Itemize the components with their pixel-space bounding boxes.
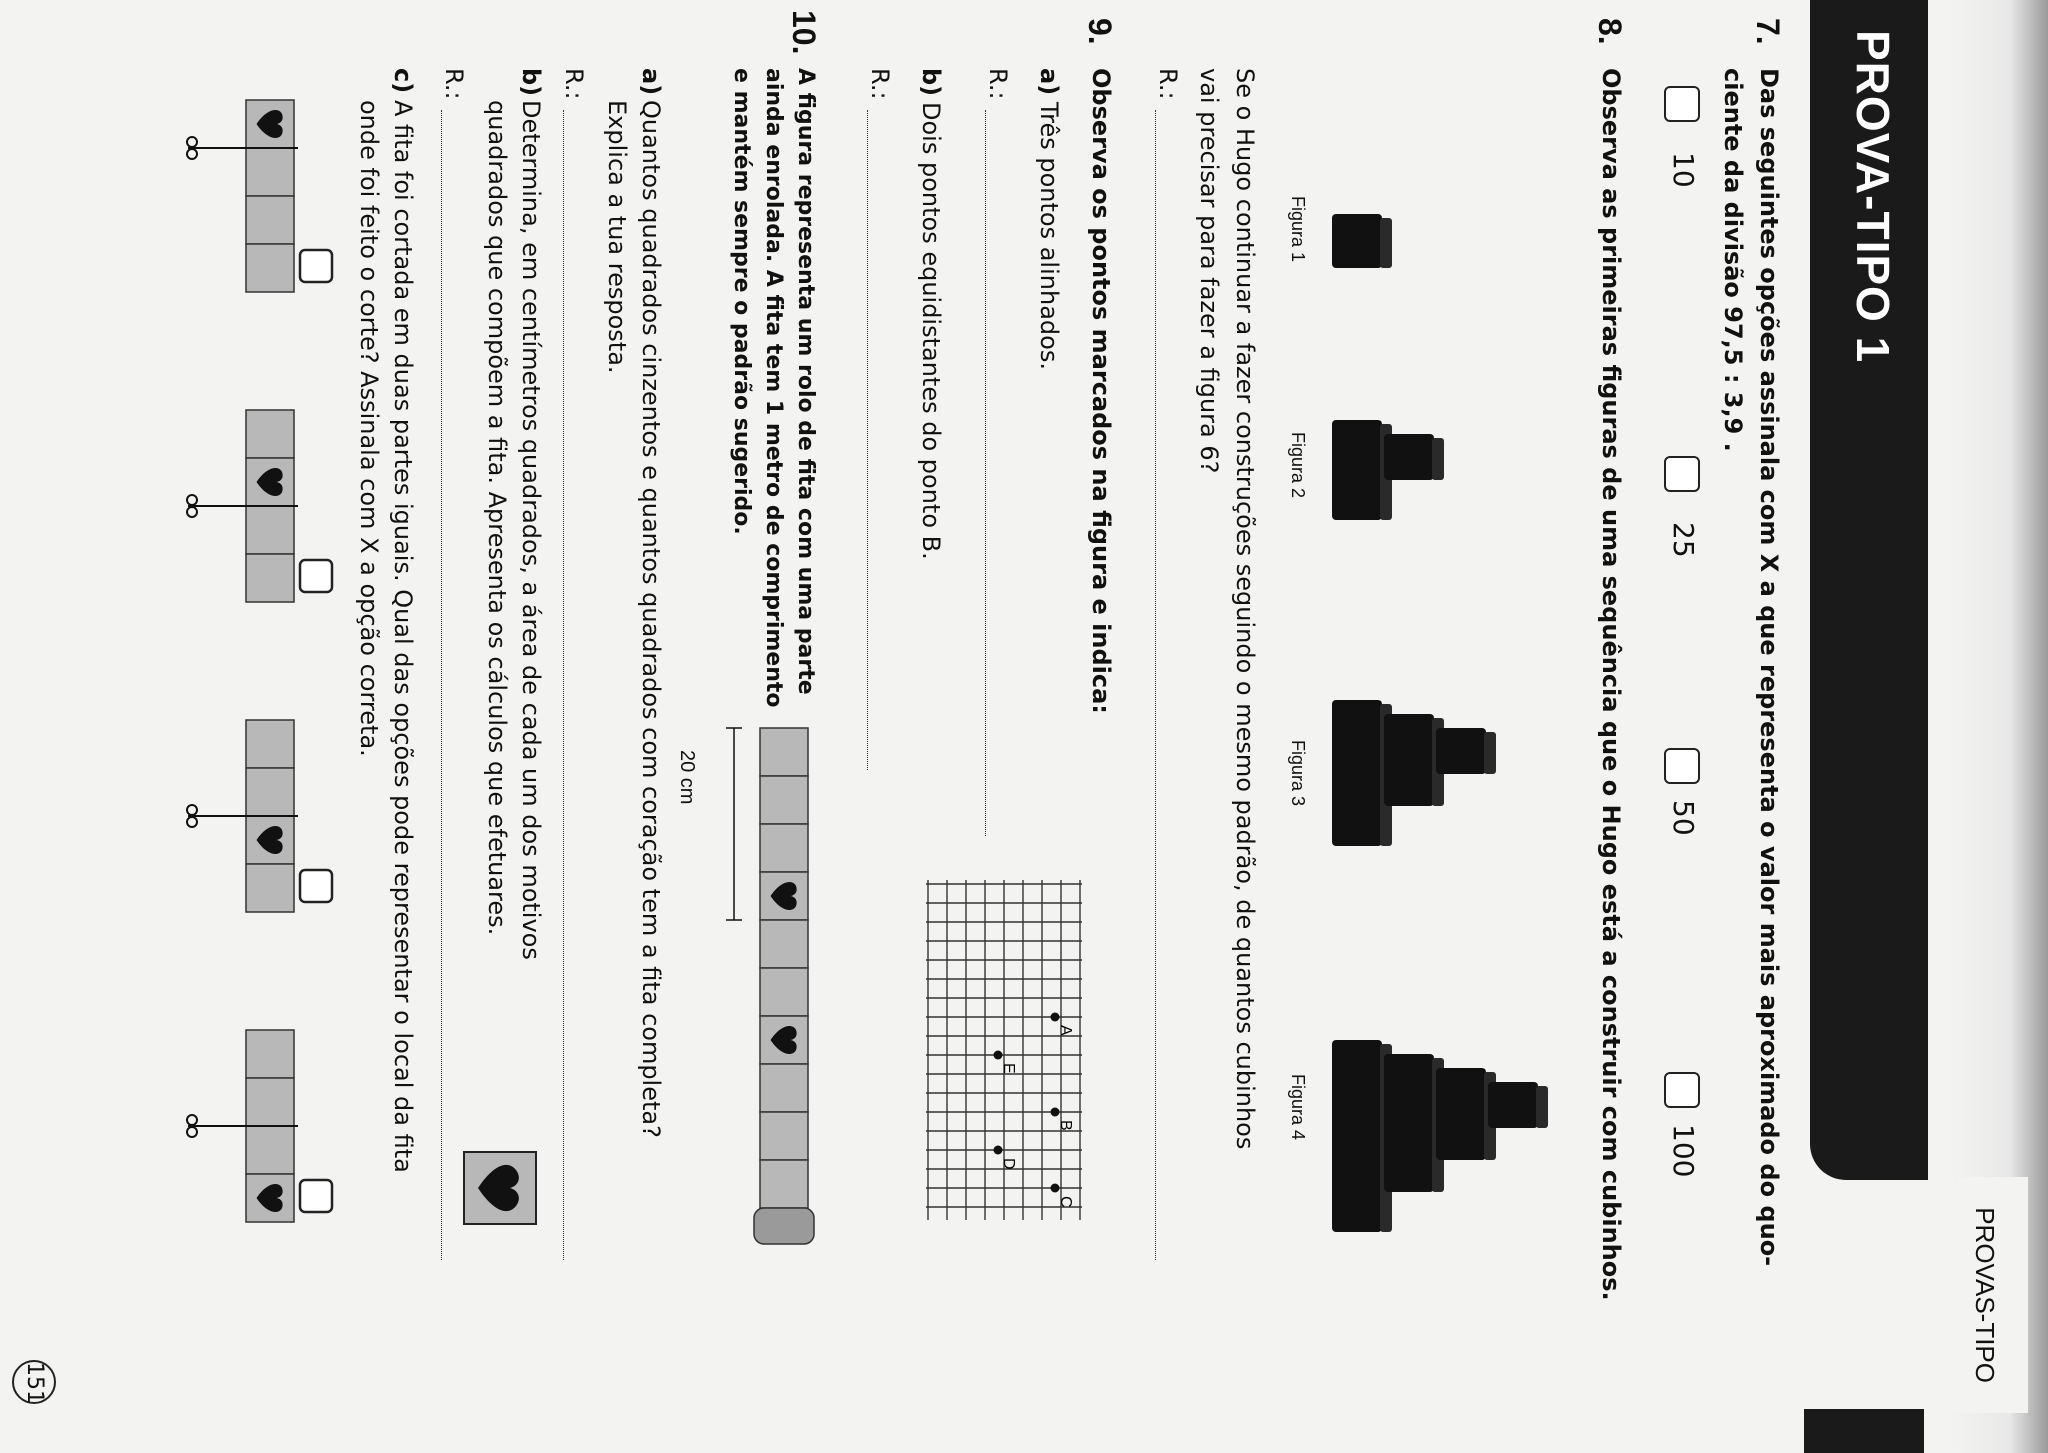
ribbon-gray-square — [760, 728, 808, 776]
cube-figure-1 — [1332, 214, 1392, 268]
q8-answer-label: R.: — [1154, 68, 1182, 100]
grid-point-label-C: C — [1057, 1196, 1074, 1208]
q10-cut-options — [88, 60, 338, 1280]
grid-point-A — [1051, 1013, 1060, 1022]
cut-gray-square — [246, 768, 294, 816]
q10-b-answer-line[interactable] — [441, 110, 442, 1260]
q7-text-line2: ciente da divisão 97,5 : 3,9 . — [1719, 68, 1747, 452]
grid-point-label-D: D — [1000, 1158, 1017, 1170]
grid-point-E — [994, 1051, 1003, 1060]
q10-c-line1: A fita foi cortada em duas partes iguais. Qual das opções pode representar o local da fita — [389, 100, 417, 1173]
q10-a-line2: Explica a tua resposta. — [603, 100, 631, 374]
grid-point-C — [1051, 1184, 1060, 1193]
cube-level — [1332, 420, 1382, 520]
q8-question-line1: Se o Hugo continuar a fazer construções seguindo o mesmo padrão, de quantos cubinhos — [1231, 68, 1259, 1150]
ribbon-gray-square — [760, 1064, 808, 1112]
q10-intro-line1: A figura representa um rolo de fita com uma parte — [793, 68, 818, 695]
scissors-icon — [187, 817, 197, 827]
cube-figure-3 — [1332, 700, 1496, 846]
page-title: PROVA-TIPO 1 — [1847, 30, 1899, 364]
grid-point-label-B: B — [1057, 1120, 1074, 1131]
q10-number: 10. — [786, 10, 822, 55]
q8-figure-caption-2: Figura 2 — [1288, 432, 1308, 499]
q7-option-label-2: 25 — [1667, 522, 1700, 558]
q8-number: 8. — [1592, 18, 1628, 45]
q10-b-line1: Determina, em centímetros quadrados, a área de cada um dos motivos — [517, 100, 545, 960]
q9-text: Observa os pontos marcados na figura e indica: — [1087, 68, 1115, 714]
q7-option-checkbox-4[interactable] — [1664, 1072, 1700, 1108]
cut-option-checkbox[interactable] — [300, 250, 332, 282]
ribbon-gray-square — [760, 824, 808, 872]
q10-a-answer-label: R.: — [560, 68, 588, 100]
cube-level-top — [1484, 732, 1496, 774]
cut-gray-square — [246, 244, 294, 292]
cube-figure-2 — [1332, 420, 1444, 520]
scissors-icon — [187, 495, 197, 505]
cube-level — [1332, 700, 1382, 846]
q7-option-checkbox-1[interactable] — [1664, 86, 1700, 122]
q8-figure-caption-1: Figura 1 — [1288, 196, 1308, 263]
cube-level — [1488, 1082, 1538, 1128]
ribbon-roll-end — [754, 1208, 814, 1244]
q7-option-label-1: 10 — [1667, 152, 1700, 188]
cut-gray-square — [246, 506, 294, 554]
cut-gray-square — [246, 410, 294, 458]
q9-a-label: a) — [1035, 68, 1063, 96]
scissors-icon — [187, 507, 197, 517]
q7-option-label-3: 50 — [1667, 800, 1700, 836]
cube-level — [1436, 1068, 1486, 1160]
q10-a-answer-line[interactable] — [563, 110, 564, 1260]
q10-intro-line2: ainda enrolada. A fita tem 1 metro de comprimento — [761, 68, 786, 708]
q7-option-checkbox-3[interactable] — [1664, 748, 1700, 784]
q8-figure-caption-4: Figura 4 — [1288, 1074, 1308, 1141]
ribbon-gray-square — [760, 1112, 808, 1160]
cut-option-4 — [187, 1030, 332, 1222]
section-tab — [1804, 1409, 1924, 1453]
q9-b-label: b) — [917, 68, 945, 97]
q9-number: 9. — [1082, 18, 1118, 45]
cube-level — [1332, 1040, 1382, 1232]
q9-grid — [858, 880, 1088, 1220]
cut-option-checkbox[interactable] — [300, 870, 332, 902]
q9-b-answer-label: R.: — [866, 68, 894, 100]
cut-option-1 — [187, 100, 332, 292]
ribbon-gray-square — [760, 776, 808, 824]
grid-point-B — [1051, 1108, 1060, 1117]
ribbon-gray-square — [760, 968, 808, 1016]
q10-b-answer-label: R.: — [440, 68, 468, 100]
cut-gray-square — [246, 1030, 294, 1078]
cube-level — [1384, 1054, 1434, 1192]
scissors-icon — [187, 1115, 197, 1125]
cube-level-top — [1432, 438, 1444, 480]
section-label: PROVAS-TIPO — [1951, 1177, 2028, 1413]
q7-number: 7. — [1750, 18, 1786, 45]
q10-intro-line3: e mantém sempre o padrão sugerido. — [729, 68, 754, 535]
grid-point-D — [994, 1146, 1003, 1155]
q8-answer-line[interactable] — [1155, 110, 1156, 1260]
q10-a-line1: Quantos quadrados cinzentos e quantos quadrados com coração tem a fita completa? — [637, 100, 665, 1138]
title-bar — [1810, 0, 1928, 1180]
q7-option-checkbox-2[interactable] — [1664, 456, 1700, 492]
cube-level — [1332, 214, 1382, 268]
cut-gray-square — [246, 554, 294, 602]
q7-option-label-4: 100 — [1667, 1124, 1700, 1178]
cube-level — [1436, 728, 1486, 774]
q9-b-text: Dois pontos equidistantes do ponto B. — [917, 102, 945, 560]
q9-b-answer-line[interactable] — [867, 110, 868, 770]
q8-question-line2: vai precisar para fazer a figura 6? — [1195, 68, 1223, 474]
q10-b-line2: quadrados que compõem a fita. Apresenta os cálculos que efetuares. — [483, 100, 511, 936]
scissors-icon — [187, 137, 197, 147]
scissors-icon — [187, 1127, 197, 1137]
cut-gray-square — [246, 1126, 294, 1174]
cut-option-3 — [187, 720, 332, 912]
cube-level — [1384, 434, 1434, 480]
heart-square-motif — [462, 1150, 538, 1226]
cut-gray-square — [246, 148, 294, 196]
cut-gray-square — [246, 1078, 294, 1126]
cut-option-checkbox[interactable] — [300, 1180, 332, 1212]
q10-c-line2: onde foi feito o corte? Assinala com X a opção correta. — [355, 100, 383, 757]
cut-gray-square — [246, 720, 294, 768]
q10-ribbon-roll — [698, 720, 818, 1260]
cube-level-top — [1536, 1086, 1548, 1128]
q9-a-answer-line[interactable] — [985, 110, 986, 836]
grid-point-label-E: E — [1000, 1063, 1017, 1074]
cube-level-top — [1380, 218, 1392, 268]
q10-c-label: c) — [389, 68, 417, 94]
q8-figure-caption-3: Figura 3 — [1288, 740, 1308, 807]
cut-gray-square — [246, 196, 294, 244]
page-number: 151 — [12, 1360, 56, 1404]
q10-b-label: b) — [517, 68, 545, 97]
q9-a-text: Três pontos alinhados. — [1035, 102, 1063, 370]
scissors-icon — [187, 149, 197, 159]
scissors-icon — [187, 805, 197, 815]
cut-option-2 — [187, 410, 332, 602]
grid-point-label-A: A — [1057, 1025, 1074, 1036]
cube-figure-4 — [1332, 1040, 1548, 1232]
q8-text: Observa as primeiras figuras de uma sequência que o Hugo está a construir com cubinhos. — [1597, 68, 1625, 1301]
q10-ribbon-length-label: 20 cm — [676, 750, 698, 805]
q9-a-answer-label: R.: — [984, 68, 1012, 100]
q8-figures — [1288, 0, 1568, 1453]
cut-option-checkbox[interactable] — [300, 560, 332, 592]
q7-text-line1: Das seguintes opções assinala com X a que representa o valor mais aproximado do quo- — [1755, 68, 1783, 1267]
ribbon-gray-square — [760, 920, 808, 968]
q10-a-label: a) — [637, 68, 665, 96]
cube-level — [1384, 714, 1434, 806]
ribbon-gray-square — [760, 1160, 808, 1208]
cut-gray-square — [246, 864, 294, 912]
